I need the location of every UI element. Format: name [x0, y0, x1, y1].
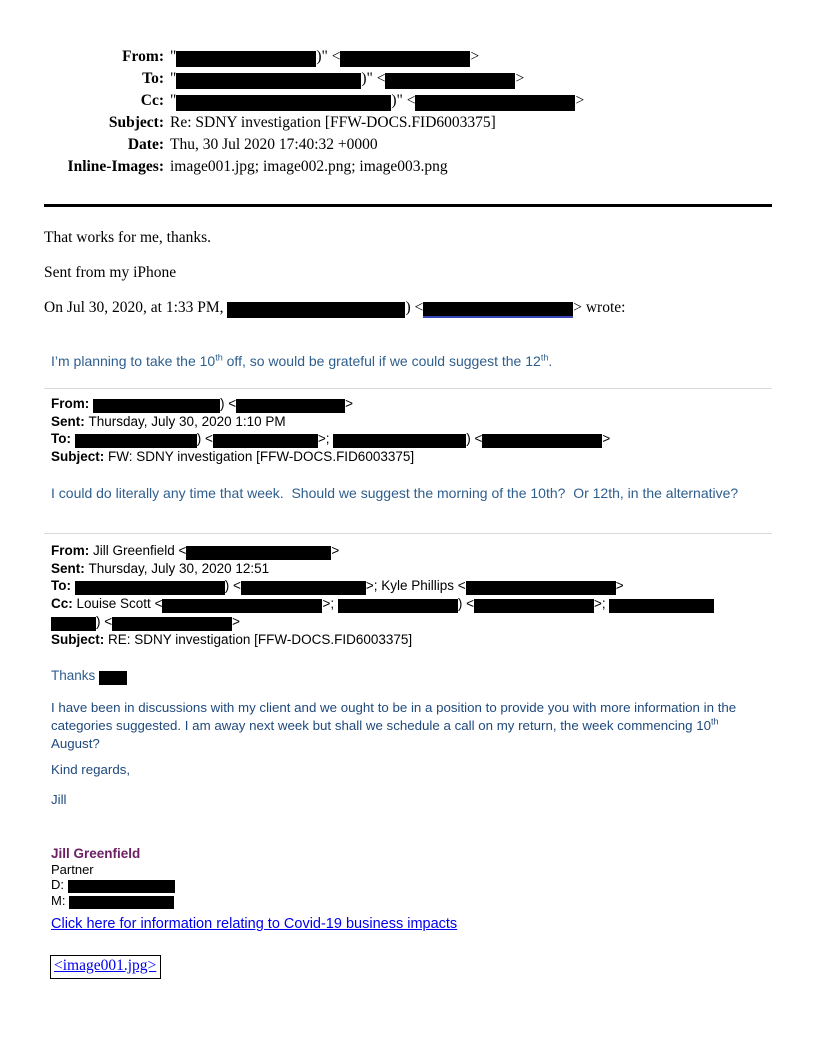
redaction-bar	[213, 434, 318, 448]
text-segment: ) <	[220, 396, 237, 411]
text-segment: >; Kyle Phillips <	[365, 578, 466, 594]
field-value	[75, 578, 624, 593]
kind-regards-line: Kind regards,	[51, 762, 131, 777]
field-label: From:	[51, 396, 93, 411]
cc-row	[44, 90, 772, 112]
redaction-bar	[112, 617, 232, 631]
thanks-line	[51, 668, 127, 683]
text-segment: >	[345, 396, 354, 411]
field-value	[89, 414, 286, 429]
sent-from-iphone-line: Sent from my iPhone	[44, 264, 177, 281]
field-label: Sent:	[51, 413, 89, 429]
text-segment: >;	[317, 431, 334, 447]
redaction-bar	[227, 302, 405, 318]
redaction-bar	[340, 51, 470, 67]
redaction-bar	[333, 434, 466, 448]
text-segment: >	[515, 70, 525, 87]
subject-row	[44, 112, 772, 134]
quote-attribution-line	[44, 298, 625, 318]
redaction-bar	[385, 73, 515, 89]
redaction-bar	[99, 671, 127, 685]
field-value	[89, 561, 270, 576]
field-label: Subject:	[51, 449, 109, 465]
redaction-bar	[176, 51, 316, 67]
redaction-bar	[176, 95, 391, 111]
field-value	[108, 449, 414, 464]
date-row	[44, 134, 772, 156]
text-segment: .	[548, 353, 553, 369]
text-segment: ) <	[457, 596, 474, 612]
quoted-divider	[44, 533, 772, 534]
to-row	[51, 430, 772, 448]
redaction-bar	[75, 434, 197, 448]
field-value	[108, 632, 412, 647]
text-segment: >;	[322, 596, 338, 612]
redaction-bar	[236, 399, 345, 413]
to-row	[51, 577, 772, 595]
signoff-name: Jill	[51, 792, 67, 807]
text-segment: Re: SDNY investigation [FFW-DOCS.FID6003375]	[170, 114, 496, 131]
text-segment: ) <	[196, 431, 213, 447]
field-label: Cc:	[140, 92, 164, 109]
field-label: From:	[51, 543, 93, 558]
from-row	[44, 46, 772, 68]
field-value	[170, 46, 772, 68]
redaction-bar	[241, 581, 366, 595]
inline-image-placeholder	[50, 955, 161, 979]
field-label: Subject:	[108, 114, 164, 131]
text-segment: >	[602, 431, 611, 447]
cc-row-wrap	[51, 613, 772, 631]
field-value	[93, 543, 339, 558]
text-segment: D:	[51, 877, 68, 892]
redaction-bar	[415, 95, 575, 111]
text-segment: On Jul 30, 2020, at 1:33 PM,	[44, 299, 228, 316]
text-segment: Louise Scott <	[76, 596, 163, 612]
text-segment: FW: SDNY investigation [FFW-DOCS.FID6003375]	[108, 449, 415, 465]
text-segment: "	[170, 70, 177, 87]
field-label: Inline-Images:	[67, 158, 164, 175]
field-label: From:	[122, 48, 164, 65]
subject-row	[51, 448, 772, 466]
text-segment: "	[170, 48, 177, 65]
quoted-divider	[44, 388, 772, 389]
signature-mobile-phone	[51, 893, 175, 909]
text-segment: Thu, 30 Jul 2020 17:40:32 +0000	[170, 136, 378, 153]
text-segment: ) <	[224, 578, 241, 594]
text-segment: > wrote:	[573, 299, 626, 316]
redaction-bar	[482, 434, 602, 448]
text-segment: >	[615, 578, 624, 594]
field-label: Date:	[127, 136, 164, 153]
cc-row	[51, 595, 772, 613]
text-segment: I’m planning to take the 10	[51, 353, 216, 369]
field-value	[170, 90, 772, 112]
text-segment: RE: SDNY investigation [FFW-DOCS.FID6003375]	[108, 631, 413, 647]
field-value	[75, 431, 611, 446]
field-label: Subject:	[51, 631, 109, 647]
text-segment: Jill Greenfield <	[93, 543, 187, 558]
redaction-bar	[466, 581, 616, 595]
text-segment: August?	[51, 736, 100, 751]
redaction-bar	[609, 599, 714, 613]
redaction-bar	[93, 399, 220, 413]
signature-name: Jill Greenfield	[51, 846, 141, 861]
ordinal-superscript: th	[711, 716, 719, 727]
redaction-bar	[423, 302, 573, 318]
sent-row	[51, 560, 772, 578]
field-value	[77, 596, 715, 611]
quoted-email-header-2	[51, 542, 772, 648]
text-segment: Thursday, July 30, 2020 1:10 PM	[88, 413, 286, 429]
text-segment: >	[470, 48, 480, 65]
text-segment: I have been in discussions with my client and we ought to be in a position to provide you with more information in the categories suggested. I am away next week but shall we schedule a call on my return, the week commencing 10	[51, 700, 737, 733]
to-row	[44, 68, 772, 90]
ordinal-superscript: th	[540, 352, 549, 363]
covid-info-link[interactable]: Click here for information relating to Covid-19 business impacts	[51, 916, 458, 932]
field-value	[51, 614, 240, 629]
text-segment: ) <	[405, 299, 424, 316]
redaction-bar	[338, 599, 458, 613]
image001-link[interactable]: <image001.jpg>	[54, 957, 157, 974]
redaction-bar	[176, 73, 361, 89]
sent-row	[51, 413, 772, 431]
quoted-email-header-1	[51, 395, 772, 466]
subject-row	[51, 631, 772, 649]
text-segment: ) <	[96, 613, 113, 629]
field-label: To:	[51, 431, 75, 447]
text-segment: )" <	[316, 48, 341, 65]
reply-text-line: I could do literally any time that week. Should we suggest the morning of the 10th? Or 12th, in the alternative?	[51, 485, 739, 501]
redaction-bar	[51, 617, 96, 631]
body-paragraph: That works for me, thanks.	[44, 229, 212, 246]
field-label: Sent:	[51, 560, 89, 576]
reply-paragraph	[51, 699, 752, 753]
text-segment: >;	[593, 596, 610, 612]
text-segment: Thanks	[51, 668, 100, 683]
field-value	[170, 134, 772, 156]
text-segment: Thursday, July 30, 2020 12:51	[88, 560, 270, 576]
text-segment: "	[170, 92, 177, 109]
field-value	[170, 156, 772, 178]
signature-direct-phone	[51, 877, 175, 893]
redaction-bar	[474, 599, 594, 613]
field-label: To:	[51, 578, 75, 594]
text-segment: image001.jpg; image002.png; image003.png	[170, 158, 448, 175]
text-segment: >	[232, 613, 241, 629]
signature-title: Partner	[51, 861, 94, 877]
text-segment: M:	[51, 892, 70, 908]
inline-images-row	[44, 156, 772, 178]
redaction-bar	[162, 599, 322, 613]
email-signature	[51, 846, 175, 908]
text-segment: ) <	[466, 431, 483, 447]
redaction-bar	[186, 546, 331, 560]
text-segment: )" <	[361, 70, 386, 87]
redaction-bar	[75, 581, 225, 595]
header-divider	[44, 204, 772, 207]
text-segment: off, so would be grateful if we could suggest the 12	[222, 353, 541, 369]
reply-text-line	[51, 352, 552, 370]
email-header	[44, 46, 772, 178]
field-label: Cc:	[51, 596, 77, 612]
redaction-bar	[69, 896, 174, 909]
text-segment: >	[331, 543, 340, 558]
from-row	[51, 395, 772, 413]
field-label: To:	[142, 70, 164, 87]
field-value	[170, 68, 772, 90]
text-segment: )" <	[391, 92, 416, 109]
field-value	[170, 112, 772, 134]
text-segment: >	[575, 92, 585, 109]
redaction-bar	[68, 880, 175, 893]
ordinal-superscript: th	[215, 352, 223, 363]
from-row	[51, 542, 772, 560]
field-value	[93, 396, 353, 411]
